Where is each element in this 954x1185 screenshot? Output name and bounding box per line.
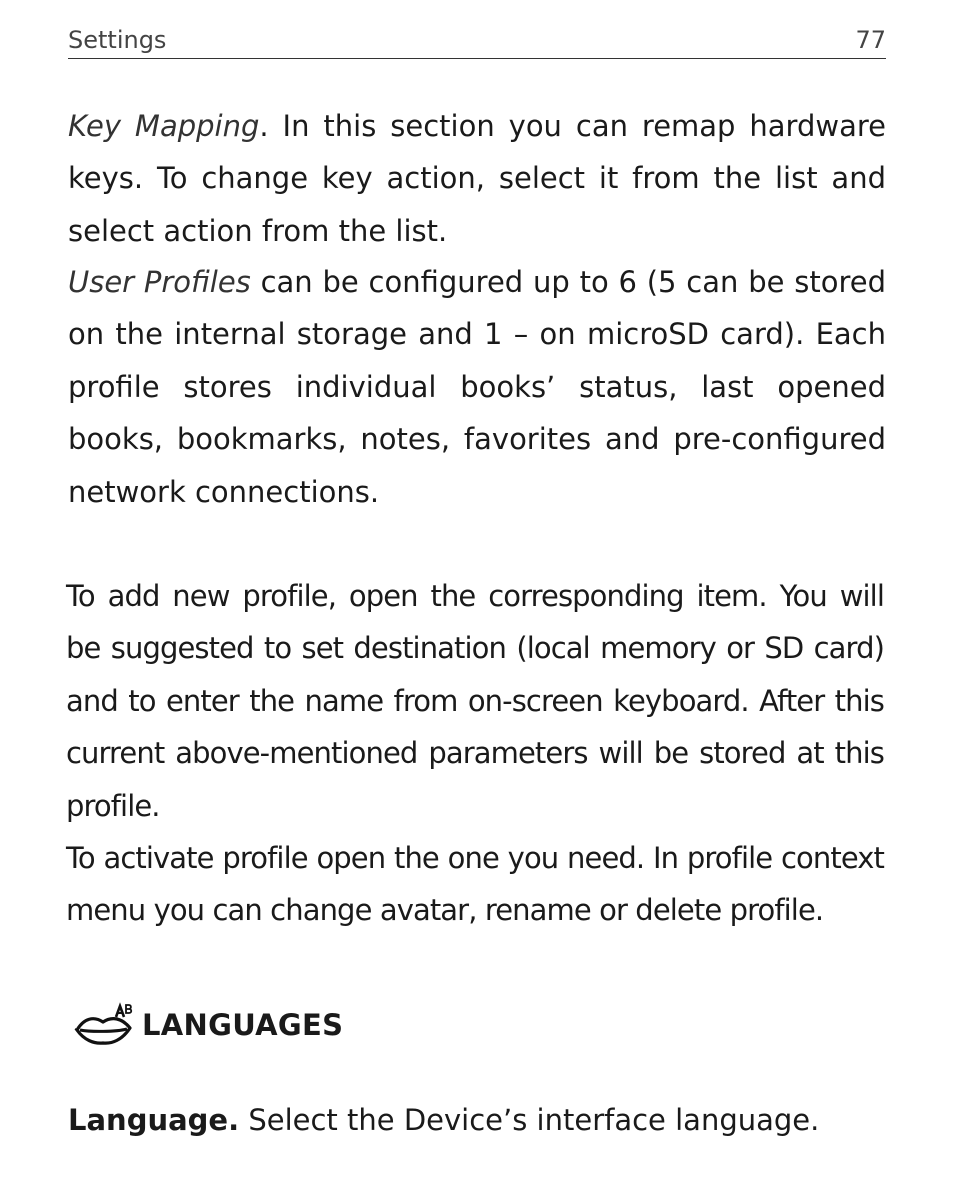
- language-paragraph: [68, 1094, 886, 1146]
- page-number: 77: [855, 26, 886, 54]
- languages-heading-text: LANGUAGES: [142, 1008, 344, 1042]
- user-profiles-term: User Profiles: [68, 265, 251, 299]
- user-profiles-text: can be configured up to 6 (5 can be stored on the internal storage and 1 – on microSD card). Each profile stores individual books’ status, last opened books, bookmarks, notes, favorites and pre-configured network connections.: [68, 265, 886, 509]
- lips-icon: [74, 1002, 142, 1046]
- page-header: [68, 24, 886, 59]
- activate-profile-paragraph: To activate profile open the one you need. In profile context menu you can change avatar, rename or delete profile.: [66, 841, 884, 928]
- key-mapping-term: Key Mapping: [68, 109, 260, 143]
- add-profile-paragraph: To add new profile, open the corresponding item. You will be suggested to set destination (local memory or SD card) and to enter the name from on-screen keyboard. After this current above-mentioned parameters will be stored at this profile.: [66, 579, 884, 823]
- key-mapping-text: . In this section you can remap hardware keys. To change key action, select it from the list and select action from the list.: [68, 109, 886, 248]
- user-profiles-paragraph: [68, 256, 886, 518]
- section-name: Settings: [68, 26, 167, 54]
- language-term: Language.: [68, 1103, 240, 1137]
- language-text: Select the Device’s interface language.: [239, 1103, 820, 1137]
- key-mapping-paragraph: [68, 100, 886, 257]
- languages-heading: [74, 986, 343, 1046]
